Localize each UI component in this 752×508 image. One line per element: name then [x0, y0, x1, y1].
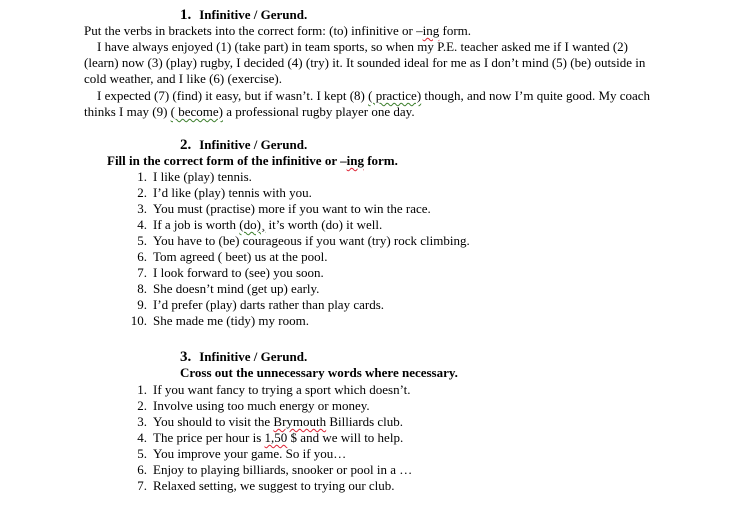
item-number: 9.	[137, 297, 147, 312]
item-number: 4.	[137, 430, 147, 445]
section-1-instruction: Put the verbs in brackets into the correct form: (to) infinitive or –ing form.	[84, 23, 472, 38]
item-number: 5.	[137, 446, 147, 461]
section-2-instruction: Fill in the correct form of the infinitive or –ing form.	[107, 153, 398, 168]
item-text: Tom agreed ( beet) us at the pool.	[153, 249, 328, 264]
item-text: If you want fancy to trying a sport which doesn’t.	[153, 382, 411, 397]
item-number: 5.	[137, 233, 147, 248]
item-text: You improve your game. So if you…	[153, 446, 347, 461]
item-number: 6.	[137, 249, 147, 264]
item-text: I look forward to (see) you soon.	[153, 265, 324, 280]
item-text: She made me (tidy) my room.	[153, 313, 309, 328]
section-1-heading	[180, 7, 307, 23]
section-2-title: Infinitive / Gerund.	[199, 137, 308, 152]
section-1-paragraph-1-line-3: cold weather, and I like (6) (exercise).	[84, 71, 282, 86]
item-text: I like (play) tennis.	[153, 169, 252, 184]
item-number: 4.	[137, 217, 147, 232]
section-1-paragraph-2-line-2: thinks I may (9) ( become) a professional rugby player one day.	[84, 104, 415, 119]
item-number: 3.	[137, 414, 147, 429]
section-1-title: Infinitive / Gerund.	[199, 7, 308, 22]
section-1-paragraph-2-line-1: I expected (7) (find) it easy, but if wasn’t. I kept (8) ( practice) though, and now I’m quite good. My coach	[97, 88, 651, 103]
section-3-heading	[180, 349, 307, 365]
item-text: You should to visit the Brymouth Billiards club.	[153, 414, 404, 429]
section-1-number: 1.	[180, 7, 192, 23]
item-text: You must (practise) more if you want to win the race.	[153, 201, 431, 216]
item-number: 6.	[137, 462, 147, 477]
item-text: Relaxed setting, we suggest to trying our club.	[153, 478, 395, 493]
section-2-heading	[180, 137, 307, 153]
item-text: The price per hour is 1,50 $ and we will to help.	[153, 430, 404, 445]
item-number: 8.	[137, 281, 147, 296]
section-2-number: 2.	[180, 137, 192, 153]
item-number: 2.	[137, 185, 147, 200]
item-number: 3.	[137, 201, 147, 216]
item-number: 7.	[137, 265, 147, 280]
item-text: You have to (be) courageous if you want (try) rock climbing.	[153, 233, 470, 248]
item-number: 10.	[130, 313, 147, 328]
section-1-paragraph-1-line-2: (learn) now (3) (play) rugby, I decided (4) (try) it. It sounded ideal for me as I don’t mind (5) (be) outside in	[84, 55, 646, 70]
item-text: I’d prefer (play) darts rather than play cards.	[153, 297, 384, 312]
section-1-paragraph-1-line-1: I have always enjoyed (1) (take part) in team sports, so when my P.E. teacher asked me if I wanted (2)	[97, 39, 629, 54]
item-text: I’d like (play) tennis with you.	[153, 185, 312, 200]
item-text: Enjoy to playing billiards, snooker or pool in a …	[153, 462, 413, 477]
section-3-number: 3.	[180, 349, 192, 365]
item-number: 2.	[137, 398, 147, 413]
section-3-title: Infinitive / Gerund.	[199, 349, 308, 364]
item-number: 7.	[137, 478, 147, 493]
section-3-instruction: Cross out the unnecessary words where necessary.	[180, 365, 458, 380]
item-number: 1.	[137, 382, 147, 397]
item-text: If a job is worth (do)¸ it’s worth (do) it well.	[153, 217, 383, 232]
item-text: She doesn’t mind (get up) early.	[153, 281, 320, 296]
item-number: 1.	[137, 169, 147, 184]
item-text: Involve using too much energy or money.	[153, 398, 370, 413]
